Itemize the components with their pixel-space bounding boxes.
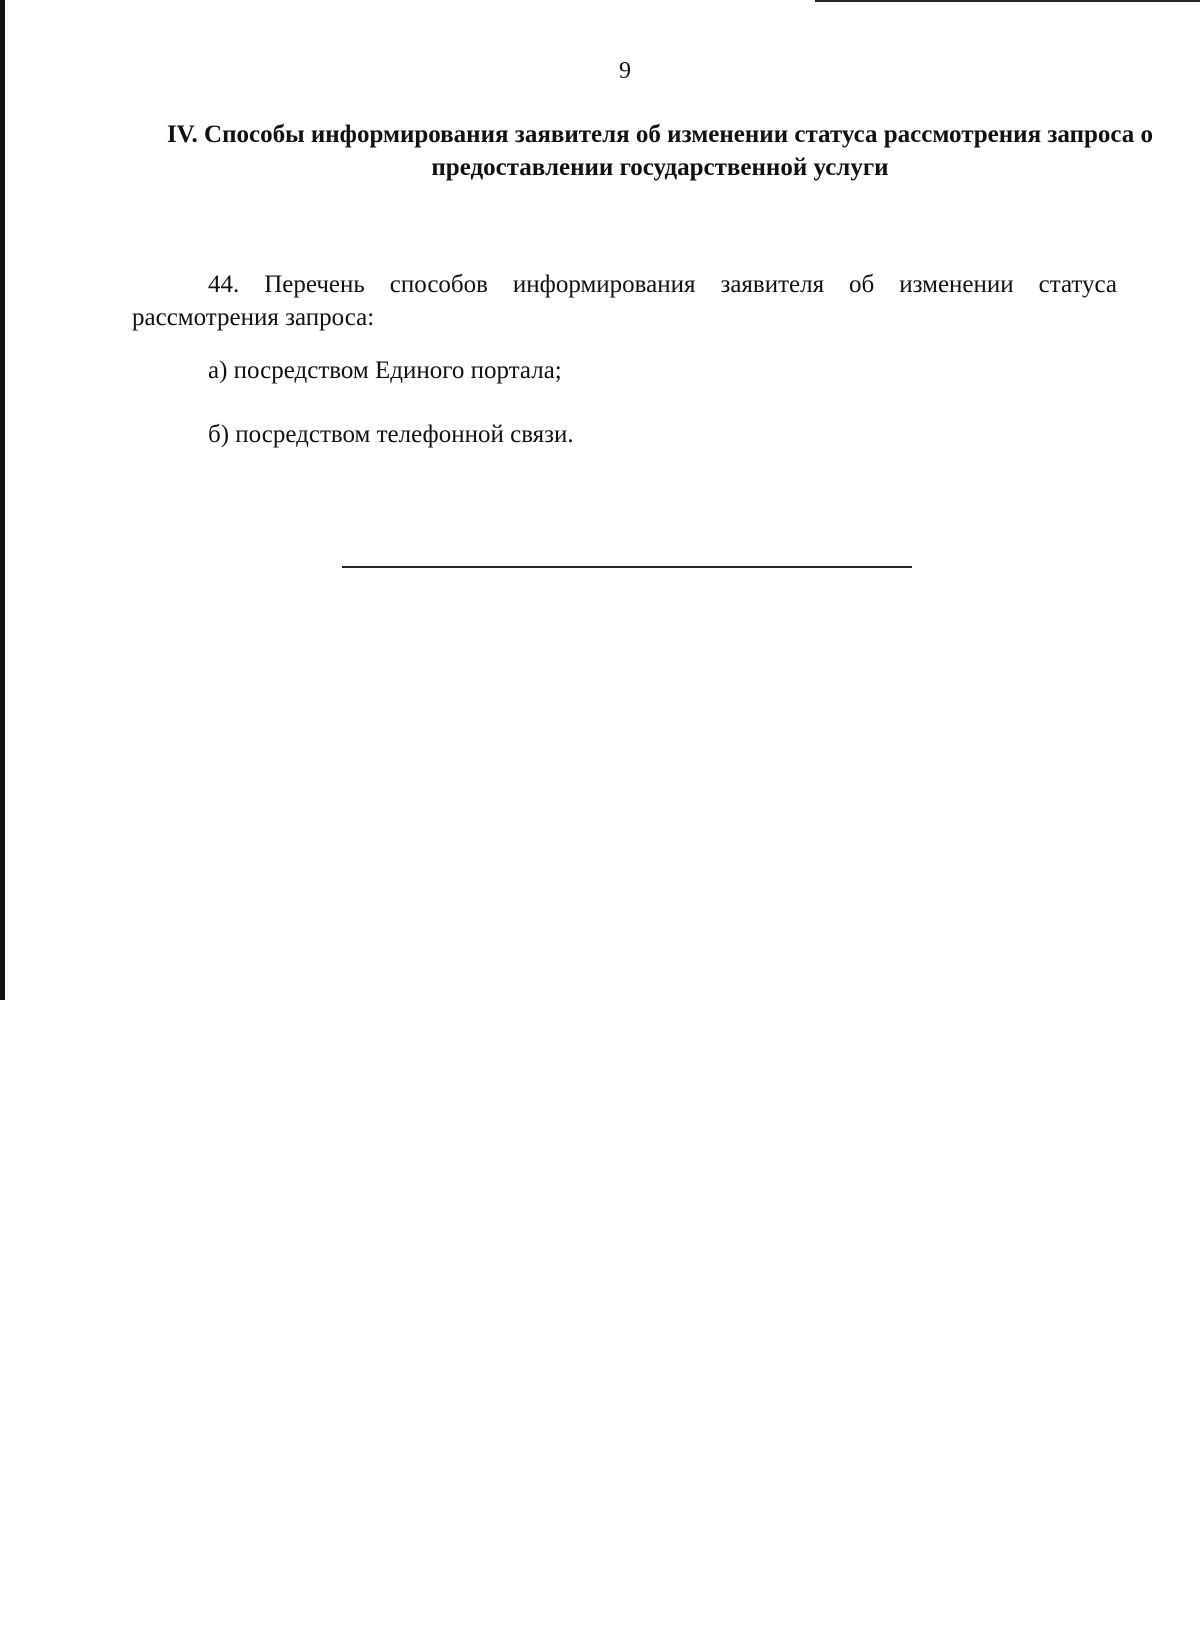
end-divider xyxy=(342,566,912,568)
scan-top-rule xyxy=(815,0,1200,2)
list-item-a: а) посредством Единого портала; xyxy=(208,357,562,384)
paragraph-44: 44. Перечень способов информирования заявителя об изменении статуса рассмотрения запроса: xyxy=(132,271,1117,331)
page-number: 9 xyxy=(619,58,631,84)
scan-edge-bar xyxy=(0,0,5,1000)
section-title: IV. Способы информирования заявителя об изменении статуса рассмотрения запроса о предоставлении государственной услуги xyxy=(166,121,1154,181)
list-item-b: б) посредством телефонной связи. xyxy=(208,421,574,448)
